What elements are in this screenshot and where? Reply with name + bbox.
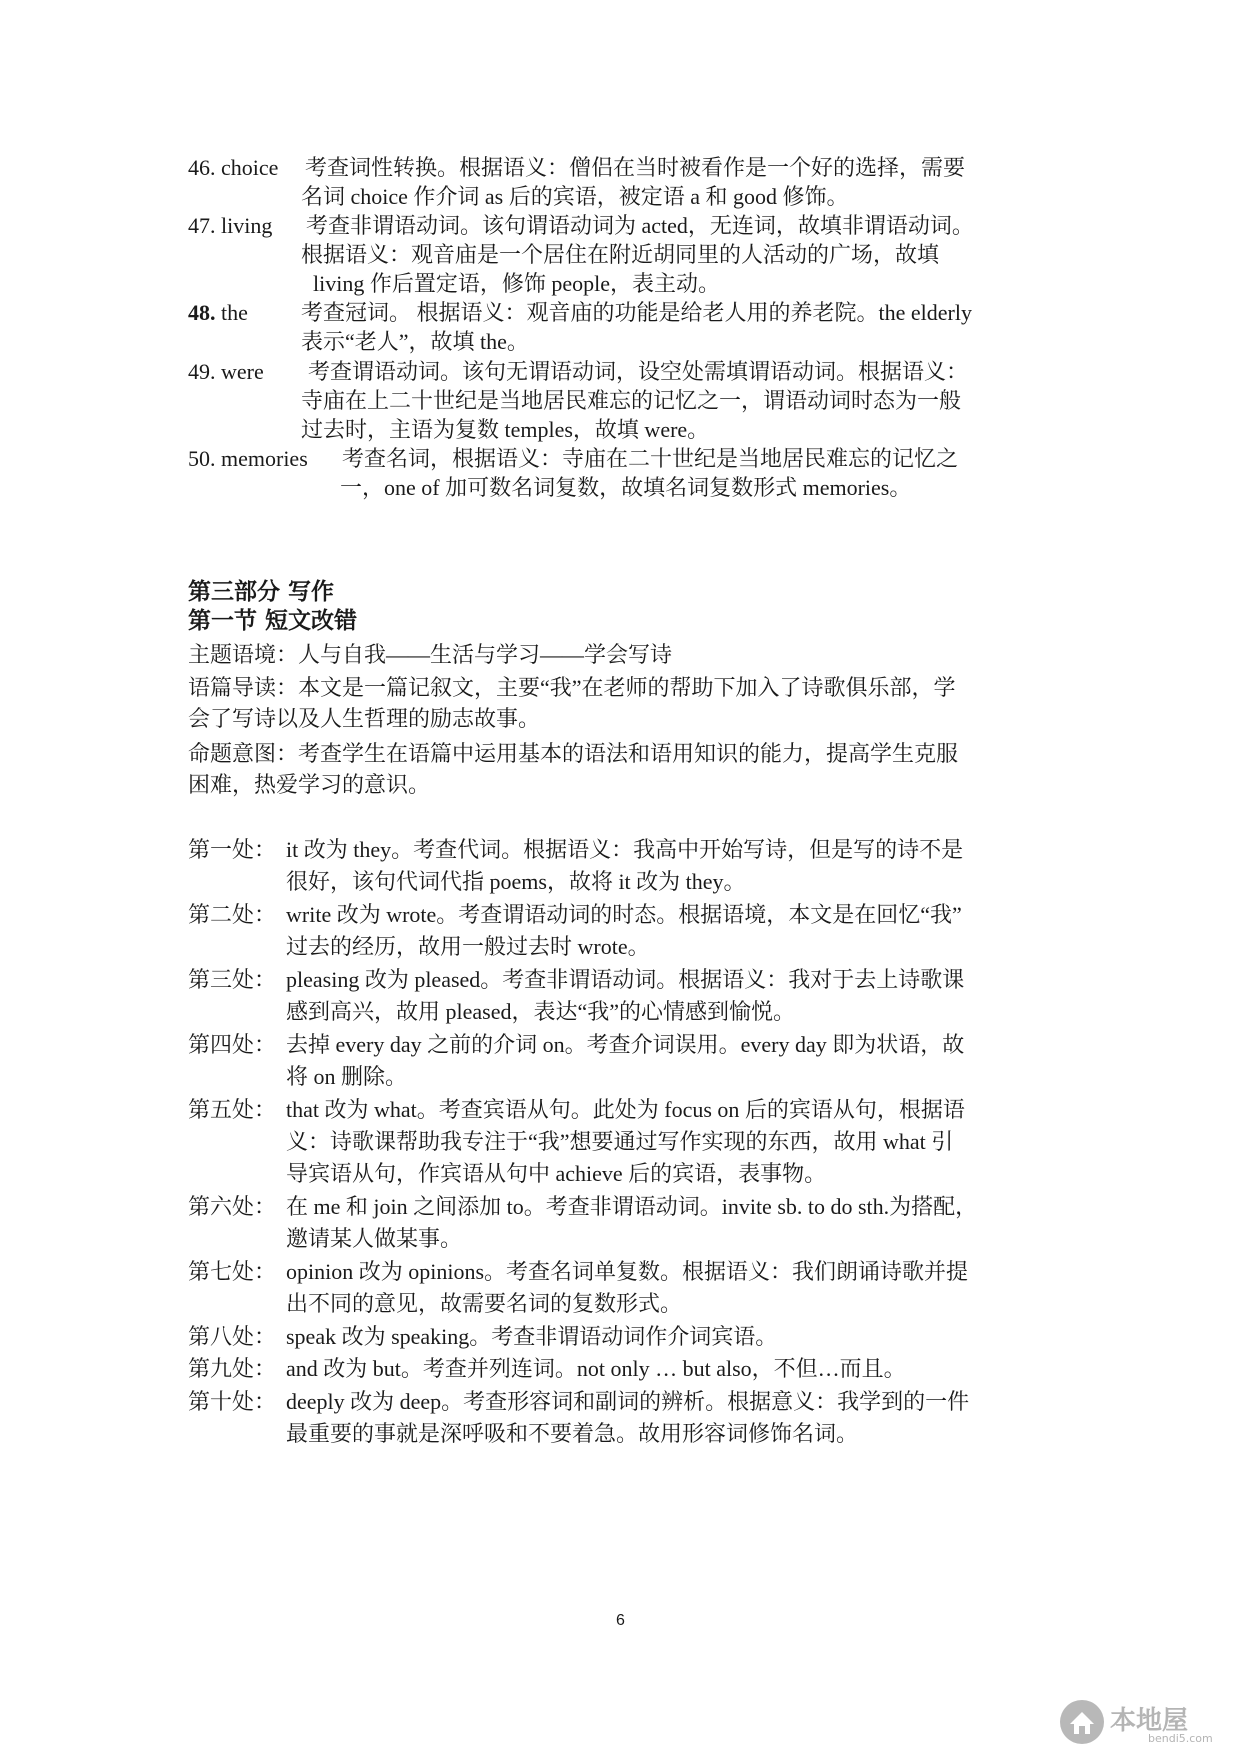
answer-line: 一，one of 加可数名词复数，故填名词复数形式 memories。	[340, 475, 912, 500]
correction-4	[188, 1028, 1068, 1094]
answer-line: living 作后置定语，修饰 people，表主动。	[313, 271, 720, 296]
correction-line: that 改为 what。考查宾语从句。此处为 focus on 后的宾语从句，根据语	[286, 1097, 965, 1122]
correction-line: 感到高兴，故用 pleased，表达“我”的心情感到愉悦。	[286, 999, 795, 1024]
correction-2	[188, 898, 1068, 964]
correction-9	[188, 1352, 1068, 1385]
correction-line: 将 on 删除。	[286, 1064, 408, 1089]
correction-label: 第九处：	[188, 1356, 277, 1381]
correction-label: 第三处：	[188, 967, 277, 992]
answer-line: 考查谓语动词。该句无谓语动词，设空处需填谓语动词。根据语义：	[308, 359, 969, 384]
answer-48	[188, 296, 1068, 362]
answer-line: 考查冠词。 根据语义：观音庙的功能是给老人用的养老院。the elderly	[301, 300, 972, 325]
correction-label: 第一处：	[188, 837, 277, 862]
page-number: 6	[616, 1612, 625, 1629]
answer-line: 考查名词，根据语义：寺庙在二十世纪是当地居民难忘的记忆之	[342, 446, 959, 471]
correction-line: 导宾语从句，作宾语从句中 achieve 后的宾语，表事物。	[286, 1161, 827, 1186]
answer-number-bold: 48.	[188, 300, 216, 325]
intro-line: 语篇导读：本文是一篇记叙文，主要“我”在老师的帮助下加入了诗歌俱乐部，学	[188, 675, 956, 700]
answer-number	[188, 296, 248, 329]
answer-line: 根据语义：观音庙是一个居住在附近胡同里的人活动的广场，故填	[301, 242, 940, 267]
answer-line: 寺庙在上二十世纪是当地居民难忘的记忆之一，谓语动词时态为一般	[301, 388, 962, 413]
correction-line: 很好，该句代词代指 poems，故将 it 改为 they。	[286, 869, 746, 894]
correction-label: 第四处：	[188, 1032, 277, 1057]
correction-label: 第二处：	[188, 902, 277, 927]
intent-line: 困难，热爱学习的意识。	[188, 772, 431, 797]
correction-8	[188, 1320, 1068, 1353]
correction-10	[188, 1385, 1068, 1451]
answer-number: 50. memories	[188, 446, 308, 471]
correction-label: 第六处：	[188, 1194, 277, 1219]
answer-word: the	[215, 300, 248, 325]
correction-line: deeply 改为 deep。考查形容词和副词的辨析。根据意义：我学到的一件	[286, 1389, 970, 1414]
answer-49	[188, 355, 1068, 454]
answer-46	[188, 151, 1068, 217]
answer-number: 46. choice	[188, 155, 279, 180]
correction-line: 去掉 every day 之前的介词 on。考查介词误用。every day 即为状语，故	[286, 1032, 965, 1057]
correction-line: 过去的经历，故用一般过去时 wrote。	[286, 934, 650, 959]
correction-line: 义：诗歌课帮助我专注于“我”想要通过写作实现的东西，故用 what 引	[286, 1129, 954, 1154]
intent-line: 命题意图：考查学生在语篇中运用基本的语法和语用知识的能力，提高学生克服	[188, 741, 959, 766]
watermark-logo	[1060, 1698, 1235, 1748]
correction-line: opinion 改为 opinions。考查名词单复数。根据语义：我们朗诵诗歌并提	[286, 1259, 969, 1284]
theme-line: 主题语境：人与自我——生活与学习——学会写诗	[188, 642, 673, 667]
correction-line: 邀请某人做某事。	[286, 1226, 463, 1251]
correction-line: 出不同的意见，故需要名词的复数形式。	[286, 1291, 683, 1316]
answer-line: 考查非谓语动词。该句谓语动词为 acted，无连词，故填非谓语动词。	[306, 213, 974, 238]
correction-line: 最重要的事就是深呼吸和不要着急。故用形容词修饰名词。	[286, 1421, 859, 1446]
correction-5	[188, 1093, 1068, 1192]
answer-line: 考查词性转换。根据语义：僧侣在当时被看作是一个好的选择，需要	[305, 155, 966, 180]
correction-line: 在 me 和 join 之间添加 to。考查非谓语动词。invite sb. to do sth.为搭配，	[286, 1194, 978, 1219]
house-icon	[1060, 1700, 1104, 1744]
correction-7	[188, 1255, 1068, 1321]
correction-line: it 改为 they。考查代词。根据语义：我高中开始写诗，但是写的诗不是	[286, 837, 964, 862]
answer-line: 名词 choice 作介词 as 后的宾语，被定语 a 和 good 修饰。	[301, 184, 849, 209]
correction-label: 第五处：	[188, 1097, 277, 1122]
correction-6	[188, 1190, 1068, 1256]
correction-label: 第七处：	[188, 1259, 277, 1284]
correction-label: 第十处：	[188, 1389, 277, 1414]
answer-line: 表示“老人”，故填 the。	[301, 329, 529, 354]
correction-line: write 改为 wrote。考查谓语动词的时态。根据语境，本文是在回忆“我”	[286, 902, 962, 927]
answer-number: 47. living	[188, 213, 273, 238]
correction-line: and 改为 but。考查并列连词。not only … but also，不但…而且。	[286, 1356, 906, 1381]
intro-line: 会了写诗以及人生哲理的励志故事。	[188, 706, 541, 731]
correction-3	[188, 963, 1068, 1029]
correction-line: speak 改为 speaking。考查非谓语动词作介词宾语。	[286, 1324, 778, 1349]
answer-50	[188, 442, 1068, 508]
answer-line: 过去时，主语为复数 temples，故填 were。	[301, 417, 710, 442]
answer-47	[188, 209, 1068, 308]
correction-1	[188, 833, 1068, 899]
answer-number: 49. were	[188, 359, 264, 384]
watermark-url: bendi5.com	[1148, 1732, 1213, 1745]
part-title: 第三部分 写作	[188, 579, 335, 605]
section-title: 第一节 短文改错	[188, 608, 358, 634]
correction-label: 第八处：	[188, 1324, 277, 1349]
watermark-text: 本地屋	[1110, 1706, 1189, 1736]
correction-line: pleasing 改为 pleased。考查非谓语动词。根据语义：我对于去上诗歌课	[286, 967, 965, 992]
